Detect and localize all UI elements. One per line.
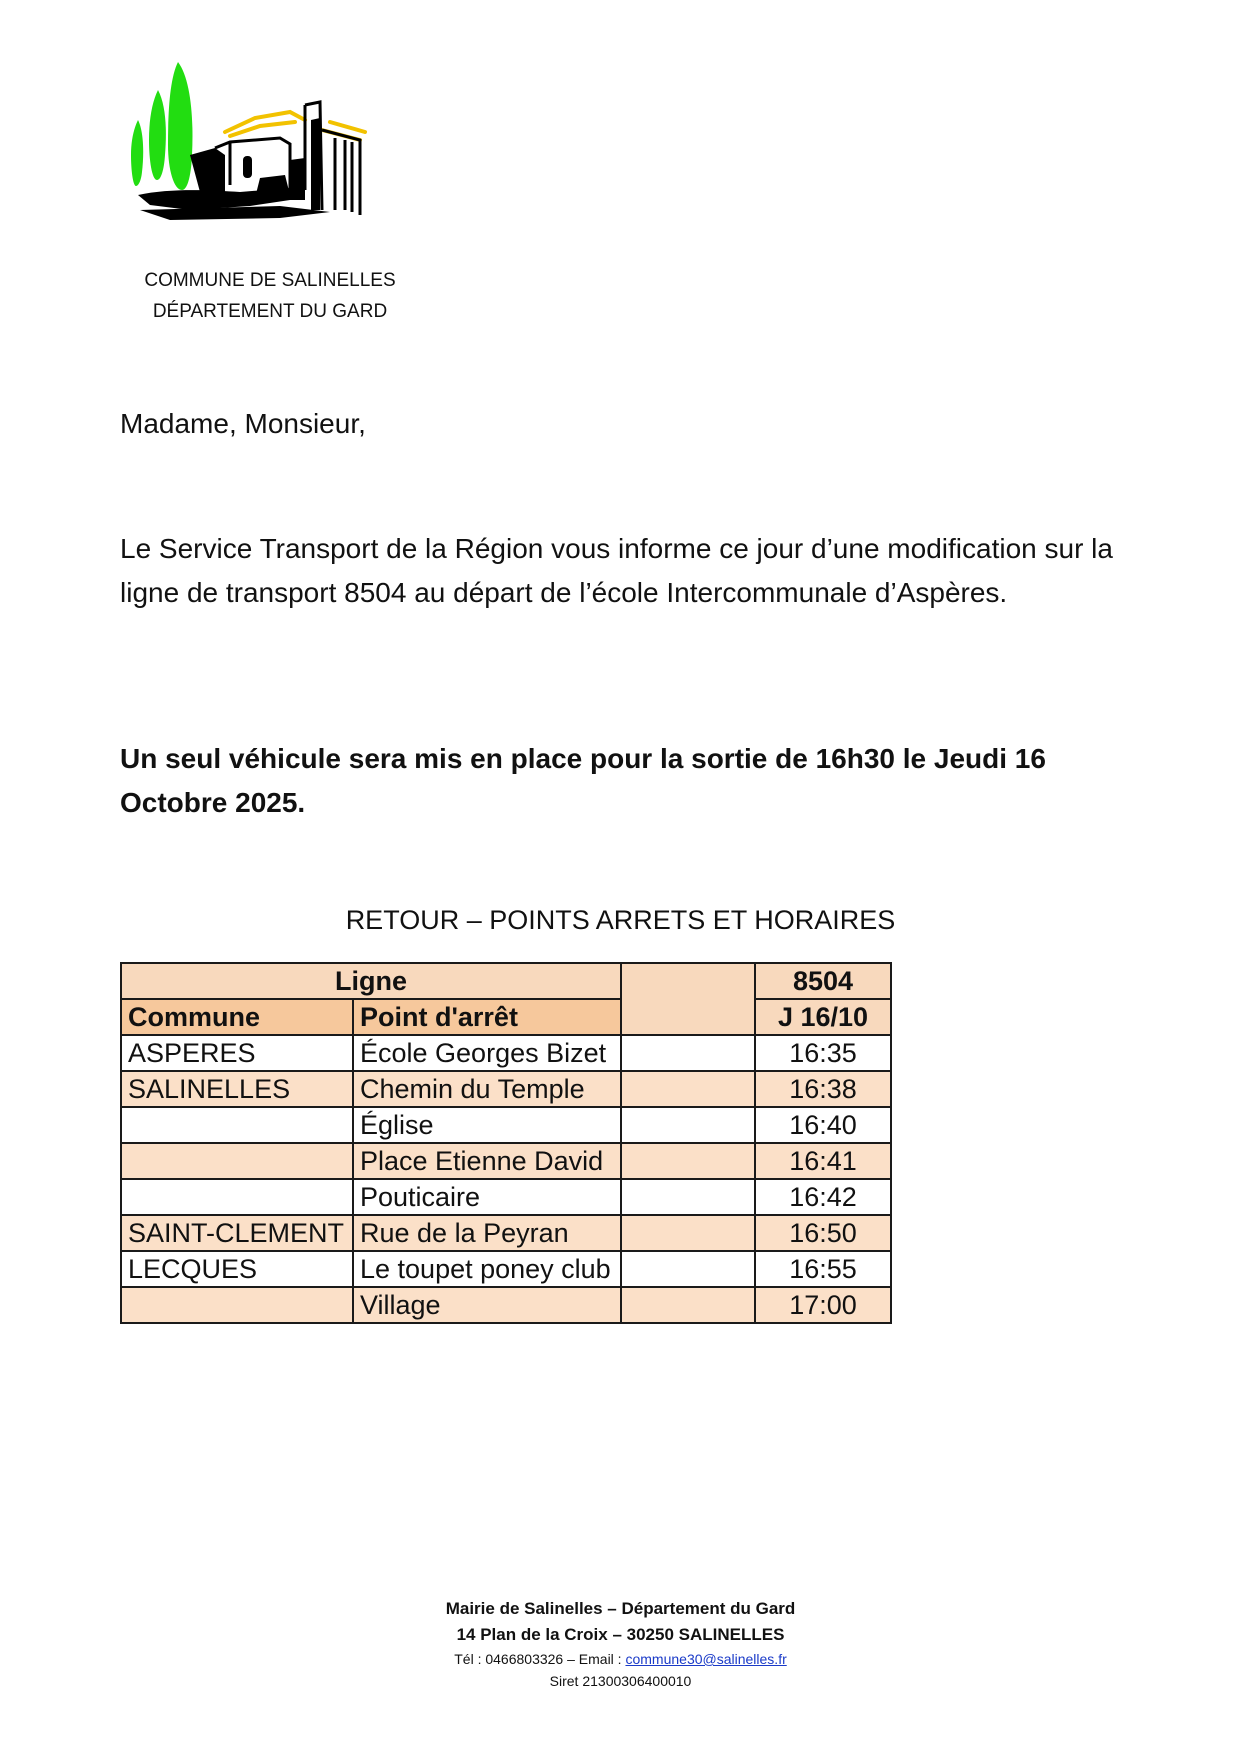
row-commune: LECQUES bbox=[121, 1251, 353, 1287]
commune-column-header: Commune bbox=[121, 999, 353, 1035]
point-column-header: Point d'arrêt bbox=[353, 999, 621, 1035]
row-empty bbox=[621, 1107, 755, 1143]
row-point: Chemin du Temple bbox=[353, 1071, 621, 1107]
row-time: 16:40 bbox=[755, 1107, 891, 1143]
row-point: Église bbox=[353, 1107, 621, 1143]
row-time: 16:50 bbox=[755, 1215, 891, 1251]
schedule-table bbox=[120, 962, 892, 1324]
row-empty bbox=[621, 1071, 755, 1107]
row-commune bbox=[121, 1143, 353, 1179]
table-row bbox=[121, 1143, 891, 1179]
row-time: 17:00 bbox=[755, 1287, 891, 1323]
row-time: 16:38 bbox=[755, 1071, 891, 1107]
row-empty bbox=[621, 1179, 755, 1215]
row-commune bbox=[121, 1179, 353, 1215]
row-point: Village bbox=[353, 1287, 621, 1323]
table-header-row-2 bbox=[121, 999, 891, 1035]
row-commune: ASPERES bbox=[121, 1035, 353, 1071]
table-header-row-1 bbox=[121, 963, 891, 999]
table-row bbox=[121, 1179, 891, 1215]
ligne-header: Ligne bbox=[121, 963, 621, 999]
row-point: École Georges Bizet bbox=[353, 1035, 621, 1071]
row-empty bbox=[621, 1143, 755, 1179]
row-time: 16:41 bbox=[755, 1143, 891, 1179]
row-point: Rue de la Peyran bbox=[353, 1215, 621, 1251]
commune-logo bbox=[130, 60, 420, 245]
row-commune bbox=[121, 1107, 353, 1143]
table-row bbox=[121, 1287, 891, 1323]
row-empty bbox=[621, 1035, 755, 1071]
table-row bbox=[121, 1035, 891, 1071]
row-point: Le toupet poney club bbox=[353, 1251, 621, 1287]
row-point: Place Etienne David bbox=[353, 1143, 621, 1179]
row-empty bbox=[621, 1287, 755, 1323]
empty-header bbox=[621, 963, 755, 1035]
row-time: 16:42 bbox=[755, 1179, 891, 1215]
table-row bbox=[121, 1107, 891, 1143]
table-title bbox=[0, 905, 1241, 936]
row-empty bbox=[621, 1215, 755, 1251]
table-row bbox=[121, 1071, 891, 1107]
departement-name: DÉPARTEMENT DU GARD bbox=[152, 301, 388, 322]
footer-address: 14 Plan de la Croix – 30250 SALINELLES bbox=[456, 1625, 785, 1644]
footer-phone: Tél : 0466803326 – Email : bbox=[454, 1651, 626, 1667]
row-time: 16:55 bbox=[755, 1251, 891, 1287]
row-point: Pouticaire bbox=[353, 1179, 621, 1215]
row-commune: SAINT-CLEMENT bbox=[121, 1215, 353, 1251]
footer bbox=[0, 1596, 1241, 1692]
body-paragraph: Le Service Transport de la Région vous informe ce jour d’une modification sur la ligne de transport 8504 au départ de l’école Intercommunale d’Aspères. bbox=[120, 533, 1113, 608]
day-column-header: J 16/10 bbox=[755, 999, 891, 1035]
footer-email-link[interactable]: commune30@salinelles.fr bbox=[625, 1651, 787, 1667]
row-commune: SALINELLES bbox=[121, 1071, 353, 1107]
cypress-tree-large-icon bbox=[168, 62, 192, 190]
line-number-header: 8504 bbox=[755, 963, 891, 999]
cypress-tree-small-icon bbox=[131, 120, 143, 186]
table-body bbox=[121, 1035, 891, 1323]
footer-siret: Siret 21300306400010 bbox=[549, 1673, 692, 1689]
notice-paragraph: Un seul véhicule sera mis en place pour la sortie de 16h30 le Jeudi 16 Octobre 2025. bbox=[120, 743, 1046, 818]
row-empty bbox=[621, 1251, 755, 1287]
row-commune bbox=[121, 1287, 353, 1323]
commune-name: COMMUNE DE SALINELLES bbox=[144, 270, 396, 291]
table-title-text: RETOUR – POINTS ARRETS ET HORAIRES bbox=[345, 905, 896, 935]
salutation: Madame, Monsieur, bbox=[120, 408, 366, 439]
footer-contact bbox=[0, 1648, 1241, 1670]
cypress-tree-medium-icon bbox=[149, 90, 166, 180]
table-row bbox=[121, 1215, 891, 1251]
table-row bbox=[121, 1251, 891, 1287]
commune-header bbox=[120, 265, 420, 327]
row-time: 16:35 bbox=[755, 1035, 891, 1071]
footer-mairie: Mairie de Salinelles – Département du Gard bbox=[445, 1599, 796, 1618]
